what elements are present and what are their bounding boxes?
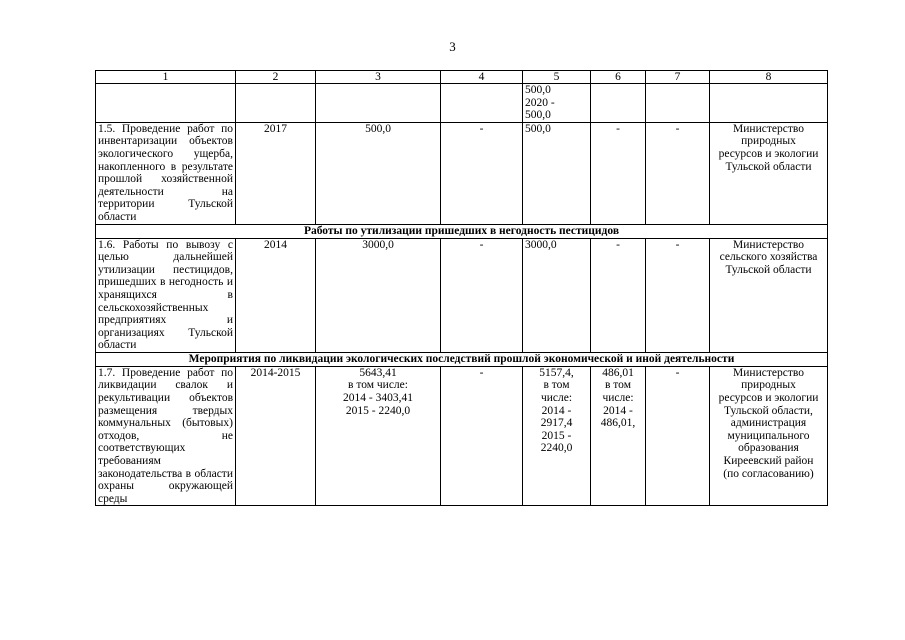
cell-executor: Министерство сельского хозяйства Тульской области [710, 238, 828, 352]
cell-local: - [591, 238, 646, 352]
section-heading: Работы по утилизации пришедших в негодность пестицидов [96, 224, 828, 238]
cell-executor: Министерство природных ресурсов и экологии Тульской области, администрация муниципального образования Киреевский район (по согласованию) [710, 366, 828, 506]
column-header: 2 [236, 71, 316, 84]
cell-executor [710, 84, 828, 123]
column-header: 3 [316, 71, 441, 84]
cell-local [591, 84, 646, 123]
cell-other [646, 84, 710, 123]
column-header: 1 [96, 71, 236, 84]
cell-local: 486,01 в том числе: 2014 - 486,01, [591, 366, 646, 506]
table-row [96, 122, 828, 224]
cell-other: - [646, 366, 710, 506]
column-header: 6 [591, 71, 646, 84]
cell-years [236, 84, 316, 123]
section-heading: Мероприятия по ликвидации экологических последствий прошлой экономической и иной деятельности [96, 352, 828, 366]
cell-executor: Министерство природных ресурсов и экологии Тульской области [710, 122, 828, 224]
column-header-row [96, 71, 828, 84]
cell-measure: 1.5. Проведение работ по инвентаризации объектов экологического ущерба, накопленного в результате прошлой хозяйственной деятельности на территории Тульской области [96, 122, 236, 224]
cell-total: 500,0 [316, 122, 441, 224]
table-row [96, 366, 828, 506]
cell-total: 5643,41 в том числе: 2014 - 3403,41 2015 - 2240,0 [316, 366, 441, 506]
section-heading-row [96, 224, 828, 238]
cell-measure: 1.6. Работы по вывозу с целью дальнейшей утилизации пестицидов, пришедших в негодность и хранящихся в сельскохозяйственных предприятиях и организациях Тульской области [96, 238, 236, 352]
cell-other: - [646, 238, 710, 352]
cell-federal: - [441, 238, 523, 352]
cell-years: 2014 [236, 238, 316, 352]
column-header: 8 [710, 71, 828, 84]
table-row [96, 84, 828, 123]
cell-regional: 500,0 [523, 122, 591, 224]
cell-total [316, 84, 441, 123]
column-header: 7 [646, 71, 710, 84]
column-header: 4 [441, 71, 523, 84]
cell-federal: - [441, 366, 523, 506]
cell-federal [441, 84, 523, 123]
cell-regional: 3000,0 [523, 238, 591, 352]
cell-measure: 1.7. Проведение работ по ликвидации свалок и рекультивации объектов размещения твердых коммунальных (бытовых) отходов, не соответствующих требованиям законодательства в области охраны окружающей среды [96, 366, 236, 506]
cell-years: 2017 [236, 122, 316, 224]
cell-local: - [591, 122, 646, 224]
page-number: 3 [449, 39, 456, 54]
cell-other: - [646, 122, 710, 224]
cell-years: 2014-2015 [236, 366, 316, 506]
cell-regional: 5157,4, в том числе: 2014 - 2917,4 2015 - 2240,0 [523, 366, 591, 506]
cell-federal: - [441, 122, 523, 224]
column-header: 5 [523, 71, 591, 84]
cell-total: 3000,0 [316, 238, 441, 352]
cell-regional: 500,0 2020 - 500,0 [523, 84, 591, 123]
cell-measure [96, 84, 236, 123]
table-row [96, 238, 828, 352]
measures-table [95, 70, 828, 506]
section-heading-row [96, 352, 828, 366]
